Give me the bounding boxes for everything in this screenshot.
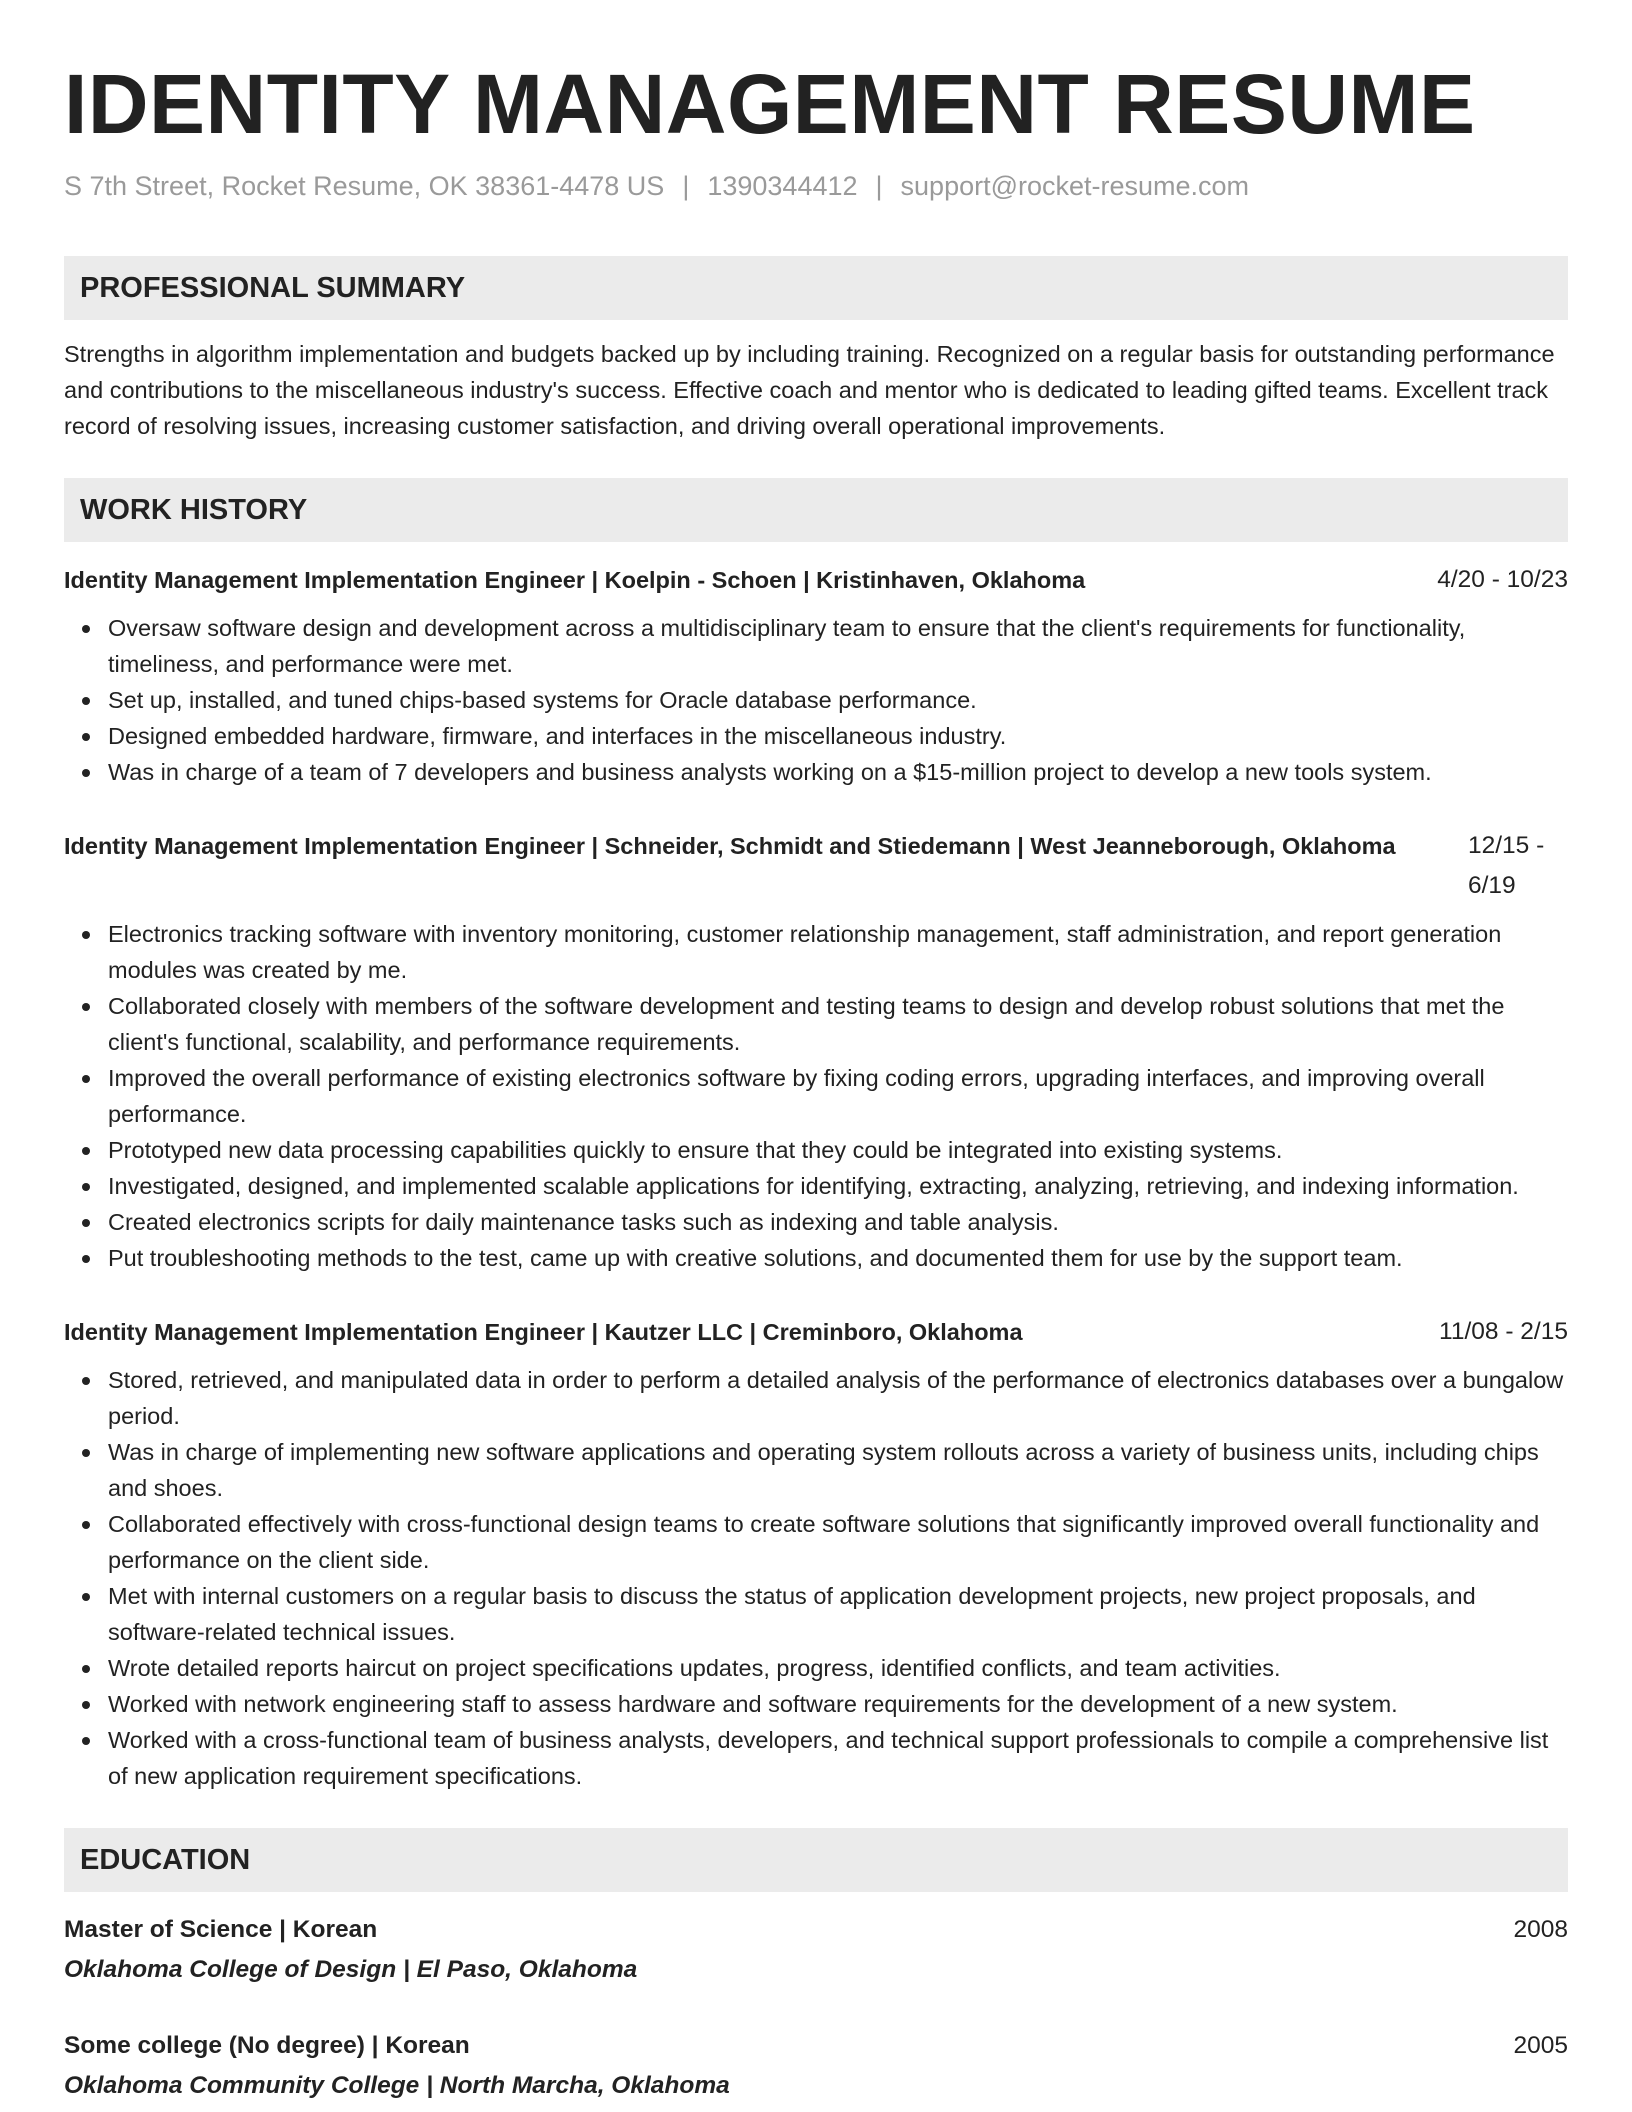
job-bullet: Prototyped new data processing capabilities quickly to ensure that they could be integrated into existing systems. <box>108 1132 1568 1168</box>
education-header <box>64 2026 1568 2066</box>
job-bullet: Wrote detailed reports haircut on project specifications updates, progress, identified conflicts, and team activities. <box>108 1650 1568 1686</box>
job-bullets <box>64 610 1568 790</box>
resume-title: IDENTITY MANAGEMENT RESUME <box>64 57 1476 151</box>
job-bullet: Worked with network engineering staff to assess hardware and software requirements for the development of a new system. <box>108 1686 1568 1722</box>
contact-separator: | <box>682 171 690 201</box>
education-degree: Master of Science | Korean <box>64 1916 378 1943</box>
education-header <box>64 1910 1568 1950</box>
job-bullet: Worked with a cross-functional team of business analysts, developers, and technical support professionals to compile a comprehensive list of new application requirement specifications. <box>108 1722 1568 1794</box>
job-bullets <box>64 916 1568 1276</box>
job-bullet: Stored, retrieved, and manipulated data in order to perform a detailed analysis of the performance of electronics databases over a bungalow period. <box>108 1362 1568 1434</box>
contact-separator: | <box>875 171 883 201</box>
education-year: 2008 <box>1513 1916 1568 1943</box>
job-entry <box>64 1312 1568 1794</box>
contact-address: S 7th Street, Rocket Resume, OK 38361-4478 US <box>64 171 665 201</box>
job-title: Identity Management Implementation Engineer | Kautzer LLC | Creminboro, Oklahoma <box>64 1319 1023 1345</box>
job-dates: 4/20 - 10/23 <box>1437 566 1568 593</box>
job-dates: 11/08 - 2/15 <box>1439 1318 1568 1345</box>
job-bullets <box>64 1362 1568 1794</box>
job-bullet: Met with internal customers on a regular basis to discuss the status of application development projects, new project proposals, and software-related technical issues. <box>108 1578 1568 1650</box>
education-school: Oklahoma College of Design | El Paso, Oklahoma <box>64 1956 638 1983</box>
job-bullet: Investigated, designed, and implemented scalable applications for identifying, extracting, analyzing, retrieving, and indexing information. <box>108 1168 1568 1204</box>
job-entry <box>64 560 1568 790</box>
education-year: 2005 <box>1513 2032 1568 2059</box>
job-entry <box>64 826 1568 1276</box>
job-bullet: Set up, installed, and tuned chips-based systems for Oracle database performance. <box>108 682 1568 718</box>
job-bullet: Oversaw software design and development across a multidisciplinary team to ensure that the client's requirements for functionality, timeliness, and performance were met. <box>108 610 1568 682</box>
education-entry <box>64 2026 1568 2106</box>
job-header <box>64 560 1568 600</box>
job-bullet: Put troubleshooting methods to the test, came up with creative solutions, and documented them for use by the support team. <box>108 1240 1568 1276</box>
job-bullet: Designed embedded hardware, firmware, and interfaces in the miscellaneous industry. <box>108 718 1568 754</box>
job-title: Identity Management Implementation Engineer | Koelpin - Schoen | Kristinhaven, Oklahoma <box>64 567 1086 593</box>
education-degree: Some college (No degree) | Korean <box>64 2032 470 2059</box>
section-header-work-history: WORK HISTORY <box>64 478 1568 542</box>
job-title: Identity Management Implementation Engineer | Schneider, Schmidt and Stiedemann | West Jeanneborough, Oklahoma <box>64 833 1396 859</box>
job-header <box>64 826 1568 906</box>
summary-text: Strengths in algorithm implementation and budgets backed up by including training. Recognized on a regular basis for outstanding performance and contributions to the miscellaneous industry's success. Effective coach and mentor who is dedicated to leading gifted teams. Excellent track record of resolving issues, increasing customer satisfaction, and driving overall operational improvements. <box>64 341 1555 439</box>
education-school: Oklahoma Community College | North Marcha, Oklahoma <box>64 2072 730 2099</box>
job-dates: 12/15 - 6/19 <box>1468 832 1545 899</box>
job-bullet: Improved the overall performance of existing electronics software by fixing coding errors, upgrading interfaces, and improving overall performance. <box>108 1060 1568 1132</box>
job-bullet: Collaborated effectively with cross-functional design teams to create software solutions that significantly improved overall functionality and performance on the client side. <box>108 1506 1568 1578</box>
job-bullet: Was in charge of implementing new software applications and operating system rollouts across a variety of business units, including chips and shoes. <box>108 1434 1568 1506</box>
contact-line <box>64 168 1568 204</box>
section-header-education: EDUCATION <box>64 1828 1568 1892</box>
job-bullet: Was in charge of a team of 7 developers and business analysts working on a $15-million project to develop a new tools system. <box>108 754 1568 790</box>
job-bullet: Collaborated closely with members of the software development and testing teams to design and develop robust solutions that met the client's functional, scalability, and performance requirements. <box>108 988 1568 1060</box>
job-bullet: Electronics tracking software with inventory monitoring, customer relationship management, staff administration, and report generation modules was created by me. <box>108 916 1568 988</box>
contact-phone: 1390344412 <box>707 171 858 201</box>
contact-email[interactable]: support@rocket-resume.com <box>900 171 1250 201</box>
job-bullet: Created electronics scripts for daily maintenance tasks such as indexing and table analysis. <box>108 1204 1568 1240</box>
education-entry <box>64 1910 1568 1990</box>
section-header-summary: PROFESSIONAL SUMMARY <box>64 256 1568 320</box>
job-header <box>64 1312 1568 1352</box>
